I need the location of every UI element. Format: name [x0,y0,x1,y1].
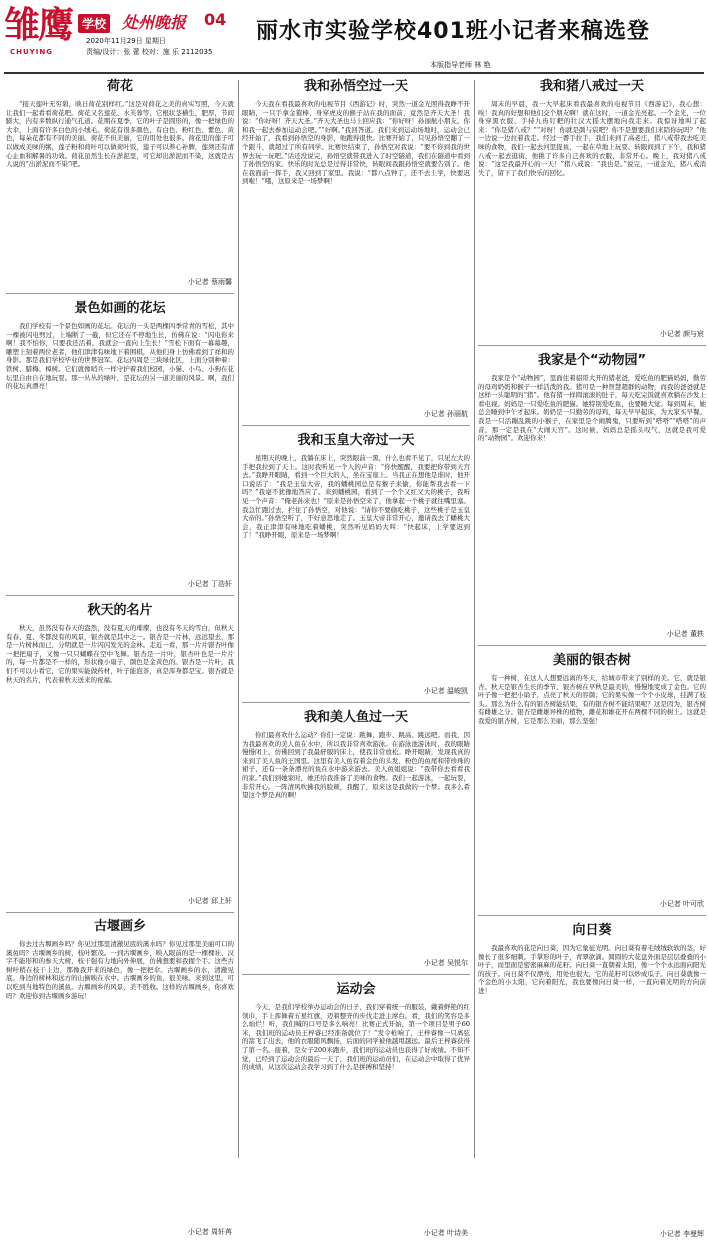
article-author: 小记者 孙丽航 [423,410,468,418]
article [242,981,470,1239]
article-author: 小记者 叶诗美 [423,1229,468,1237]
article-divider [478,345,706,346]
article-body: 我们学校有一个景色如画的花坛。花坛的一头是两棵四季常青的雪松，其中一棵被闪电劈过，上端断了一截，但它还在不停地生长，仿佛在说：“闪电你来啊！我不怕你，只要我还活着，我就会一直向上生长！”雪松下面有一幕幕趣，雕塑上刻着两位老者，他们津津有味地下着围棋，从他们身上仿佛看到了祥和的身影。那是我们学校毕业的世界冠军。花坛四周是三块绿化区，上面分别种着：铁树、腊梅、樟树。它们就像哨兵一样守护着我们校园，小猫、小鸟、小狗在花坛里自由自在地玩耍。那一丛丛的绿叶，是花坛的另一道美丽的风景。啊，我们的花坛真漂亮！ [6,322,234,391]
paper-name: 处州晚报 [122,13,187,32]
column-divider-1 [238,80,239,1158]
article-title: 古堰画乡 [93,919,146,934]
article-title: 景色如画的花坛 [74,301,166,316]
mentor-credit: 本版指导老师 林 艳 [430,61,491,69]
article-author: 小记者 颜与宸 [659,330,704,338]
article [242,432,470,697]
article-body: 秋天，虽然没有春天的盎然，没有夏天的璀璨，也没有冬天的雪白，但秋天有春、夏、冬都没有的风景，银杏就是其中之一。银杏是一片林，远远望去，那是一片树林而已，分明就是一片闪闪发光的金林。走近一看，那一片片银杏叶像一把把扇子，又像一只只蝴蝶在空中飞舞。银杏是一片叶，银杏叶也是一片片的，每一片都是不一样的，形状像小扇子，颜色是金黄色的。银杏是一片叶，我们不可以小看它，它的果实能做药材，叶子能泡茶，真是浑身都是宝。银杏就是秋天的名片，代表着秋天送来的祝福。 [6,624,234,684]
article-body: “接天莲叶无穷碧，映日荷花别样红。”这是对荷花之美的真实写照，今天就让我们一起看看荷花吧。荷花又名莲花、水芙蓉等，它根状茎横生，肥厚，节间膨大，内有多数纵行通气孔道。花期在夏季，它的叶子是圆形的，像一把绿色的大伞，上面有许多白色的小绒毛。荷花有很多颜色，有白色、粉红色、紫色、黄色，每朵花都有不同的美丽。荷花不但美丽，它的用处也很多。荷花里的莲子可以做成美味的粥，莲子粉和荷叶可以做荷叶饭，莲子可以养心补脾，莲须还有清心止血和解暑的功效。荷花虽然生长在淤泥里，可它却出淤泥而不染，这就是古人说的“出淤泥而不染”吧。 [6,100,234,169]
article-title: 我和玉皇大帝过一天 [297,433,415,448]
logo-char-2: 鹰 [38,5,75,46]
article-title: 我家是个“动物园” [537,353,647,368]
article [478,352,706,640]
article-title: 向日葵 [572,923,612,938]
article [6,300,234,590]
article-author: 小记者 李曼辉 [659,1230,704,1238]
article-title: 秋天的名片 [87,603,153,618]
logo-char-1: 雏 [4,5,41,46]
page-number: 04 [204,10,227,29]
article-body: 你们最喜欢什么运动？你们一定说：跳舞、跑步、跳高、跳远吧。而我，因为我最喜欢的美人鱼在水中，所以我非常喜欢游泳。在游泳池游泳时，我的眼睛慢慢闭上，仿佛回到了我最舒服的床上，使我非常放松。睁开眼睛，发现我真的来到了美人鱼的王国里。这里有美人鱼有着金色的头发、粉色的鱼尾和带珍珠的裙子，还有一条条漂亮的鱼在水中游来游去。美人鱼姐姐说：“我带你去看看我的家。”我们到她家时，她还给我准备了美味的食物。我们一起游泳，一起玩耍，非常开心。一阵清风吹拂我的脸颊，我醒了，原来这是我做的一个梦。我多么希望这个梦是真的啊！ [242,731,470,800]
masthead-rule [4,72,704,74]
article [478,78,706,340]
article-divider [6,912,234,913]
article-author: 小记者 董轶 [666,630,704,638]
article-divider [478,645,706,646]
article-author: 小记者 叶可欣 [659,900,704,908]
page-headline: 丽水市实验学校401班小记者来稿选登 [256,19,650,44]
article-title: 美丽的银杏树 [552,653,631,668]
article [478,922,706,1240]
article-author: 小记者 周轩苒 [187,1228,232,1236]
article-body: 我最喜欢的花是向日葵，因为它象征光明。向日葵有着毛绒绒软软的茎，好像长了很多细刺。手掌形的叶子，青翠欲滴。圆圆的大花盘外面是层层叠叠的小叶子，而里面是密密麻麻的花籽。向日葵一直朝着太阳，像一个个永远面向阳光的孩子。向日葵不仅漂亮，用处也很大，它的花籽可以炒成瓜子。向日葵就像一个金色的小太阳，它向着阳光，我也要像向日葵一样，一直向着光明的方向前进！ [478,944,706,995]
article [6,918,234,1238]
article-body: 今天我在看我最喜欢的电视节目《西游记》时，突然一道金光照得我睁不开眼睛，一只手拿金箍棒、身穿虎皮的猴子站在我的面前，竟然是齐天大圣！我说：“你好呀！齐天大圣。”齐天大圣也马上回应我：“你好呀！孙丽航小朋友。你和我一起去参加运动会吧。”“好啊。”我回答道。我们来到运动场地时，运动会已经开始了，我看到孙悟空的身影，他跑得很快。比赛开始了，只见孙悟空翻了一个跟斗，就超过了所有同学。比赛快结束了，孙悟空对我说：“要不你到我的世界去玩一玩吧。”话还没说完，孙悟空就带我进入了时空隧道，我们在隧道中看到了孙悟空的家。快乐的时光总是过得非常快，转眼间我跟孙悟空就要告别了。他在我面前一挥手，我又回到了家里。我说：“都八点钟了，还不去上学，快要迟到啦！”哦，这原来是一场梦啊！ [242,100,470,186]
article-title: 我和美人鱼过一天 [303,710,408,725]
masthead [0,0,708,69]
section-badge: 学校 [78,14,110,33]
article-body: 周末的早晨，我一大早起床看我最喜欢的电视节目《西游记》，我心想：唉！我真的好想和他们交个朋友啊！就在这时，一道金光亮起。一个金光，一位身穿黑衣服、手持九齿钉耙的壮汉大摇大摆地向我走来。我惊讶地叫了起来：“你是猪八戒？”“对呀！你就是颜与宸吧？你不是想要我们来陪你玩吗？”他一边说一边拉着我走。经过一番手拉手，我们来到了高老庄，猪八戒带我去吃美味的食物，我们一起去河里捉鱼，一起在草地上玩耍。转眼间到了下午，我和猪八戒一起去逛街，他挑了许多自己喜欢的衣服，非常开心。晚上，我对猪八戒说：“这是我最开心的一天！”猪八戒说：“我也是。”说完，一道金光，猪八戒消失了，留下了我们快乐的回忆。 [478,100,706,177]
article [478,652,706,910]
article-divider [6,293,234,294]
article-author: 小记者 邱上轩 [187,897,232,905]
date-line: 2020年11月29日 星期日 [86,37,166,45]
article [6,78,234,288]
article-title: 我和猪八戒过一天 [539,79,644,94]
article-author: 小记者 丁浩轩 [187,580,232,588]
article [242,78,470,420]
article-divider [242,425,470,426]
article [6,602,234,907]
article-title: 运动会 [336,982,376,997]
article-divider [242,702,470,703]
article-author: 小记者 蔡雨馨 [187,278,232,286]
article-author: 小记者 温峻凯 [423,687,468,695]
article [242,709,470,969]
newspaper-logo [4,4,74,56]
article-body: 今天，是我们学校举办运动会的日子，我们穿着统一的服装，戴着鲜艳的红领巾，手上挥舞着五星红旗，迈着整齐的步伐走进主席台。看，我们的笑容是多么灿烂！听，我们喊的口号是多么响亮！比赛正式开始，第一个项目是男子60米，我们班的运动员王梓睿已经准备就位了！“发令枪响了，王梓睿像一只离弦的箭飞了出去，他的衣服随风飘扬，后面的同学被他越甩越远。最后王梓睿获得了第一名。接着，是女子200米跑步，我们班的运动员也获得了好成绩。不知不觉，已经到了运动会的最后一天了，我们班的运动员们，在运动会中取得了优异的成绩，从这次运动会我学习到了什么是拼搏和坚持！ [242,1003,470,1072]
article-divider [242,974,470,975]
editor-line: 责编/设计：张 蕾 校对：施 乐 2112035 [86,48,213,56]
column-divider-2 [474,80,475,1158]
article-title: 荷花 [106,79,133,94]
article-divider [6,595,234,596]
article-body: 你去过古堰画乡吗？你见过那里清澈见底的溪水吗？你见过那里美丽可口的溪鱼吗？古堰画乡的树，枝叶繁茂。一到古堰画乡，映入眼前的是一棵棵社、汉字不能形和的参天大树，枝干强有力地向外伸展，仿佛想要和我握个手。这些古树叶稍在枝干上边，那像我开来的绿色，像一把把伞。古堰画乡的水，清澈见底。身边的树林和远方的山倒映在水中。古堰画乡的鱼，很美味。来到这里，可以吃到当地特色的溪鱼。古堰画乡的风景，美不胜收。这样的古堰画乡，你喜欢吗？欢迎你到古堰画乡游玩！ [6,940,234,1000]
article-body: 有一种树，在这人人想要远离的冬天，给城市带来了别样的美。它，就是银杏。秋天是银杏生长的季节，银杏树在早秋是最美的，慢慢地变成了金色。它的叶子像一把把小扇子，点亮了秋天的容颜；它的果实像一个个小皮球，挂满了枝头。那么为什么有的银杏树能结果，有的银杏树不能结果呢？这是因为，银杏树有雌雄之分。银杏是雌雄异株的植物，雌花和雄花开在两棵不同的树上。这就是我爱的银杏树，它是那么美丽，那么坚强！ [478,674,706,725]
logo-pinyin: CHUYING [10,48,53,56]
article-divider [478,915,706,916]
article-body: 星期天的晚上，我躺在床上，突然眼前一黑，什么也看不见了，只见左大的手把我拉到了天上。这时我听见一个人的声音：“你快醒醒，我要把你带到天宫去。”我睁开眼睛，看到一个巨大的人，坐在宝座上。当我正在想他是谁时，他开口说话了：“我是玉皇大帝，我的蟠桃园总是有猴子来偷，你能帮我去看一下吗？”我毫不犹豫地答应了。来到蟠桃园，看到了一个个又红又大的桃子，我听见一个声音：“俺老孙来也！”原来是孙悟空来了，他拿起一个桃子就往嘴里塞。我急忙跑过去，拦住了孙悟空，对他说：“请你不要偷吃桃子，这些桃子是玉皇大帝的。”孙悟空听了，不好意思地走了。玉皇大帝非常开心，邀请我去了蟠桃大会，我正津津有味地吃着蟠桃，突然听见妈妈大叫：“快起床，上学要迟到了！”我睁开眼，原来是一场梦啊！ [242,454,470,540]
article-title: 我和孙悟空过一天 [303,79,408,94]
article-body: 我家是个“动物园”，里面住着貂哥大开的猪老爸，爱吃鱼的肥猫妈妈，勤劳的母鸡奶奶和猴子一样活泼的我。猪可是一种智慧超群的动物，而我的爸爸就是这样一头聪明的“猪”。他有猪一样圆滚滚的肚子，每天吃完饭就喜欢躺在沙发上看电视。妈妈是一只爱吃鱼的肥猫。她特别爱吃鱼，也要睡大觉。每到周末，她总会睡到中午才起床。奶奶是一只勤劳的母鸡，每天早早起床，为大家买早餐。我是一只活蹦乱跳的小猴子，在家里是个闹腾鬼，只要听到“嗒嗒”“嗒嗒”的声音，那一定是我在“大闹天宫”。这时候，妈妈总是摇头叹气，这就是我可爱的“动物园”。欢迎你来！ [478,374,706,443]
article-author: 小记者 吴悦尔 [423,959,468,967]
